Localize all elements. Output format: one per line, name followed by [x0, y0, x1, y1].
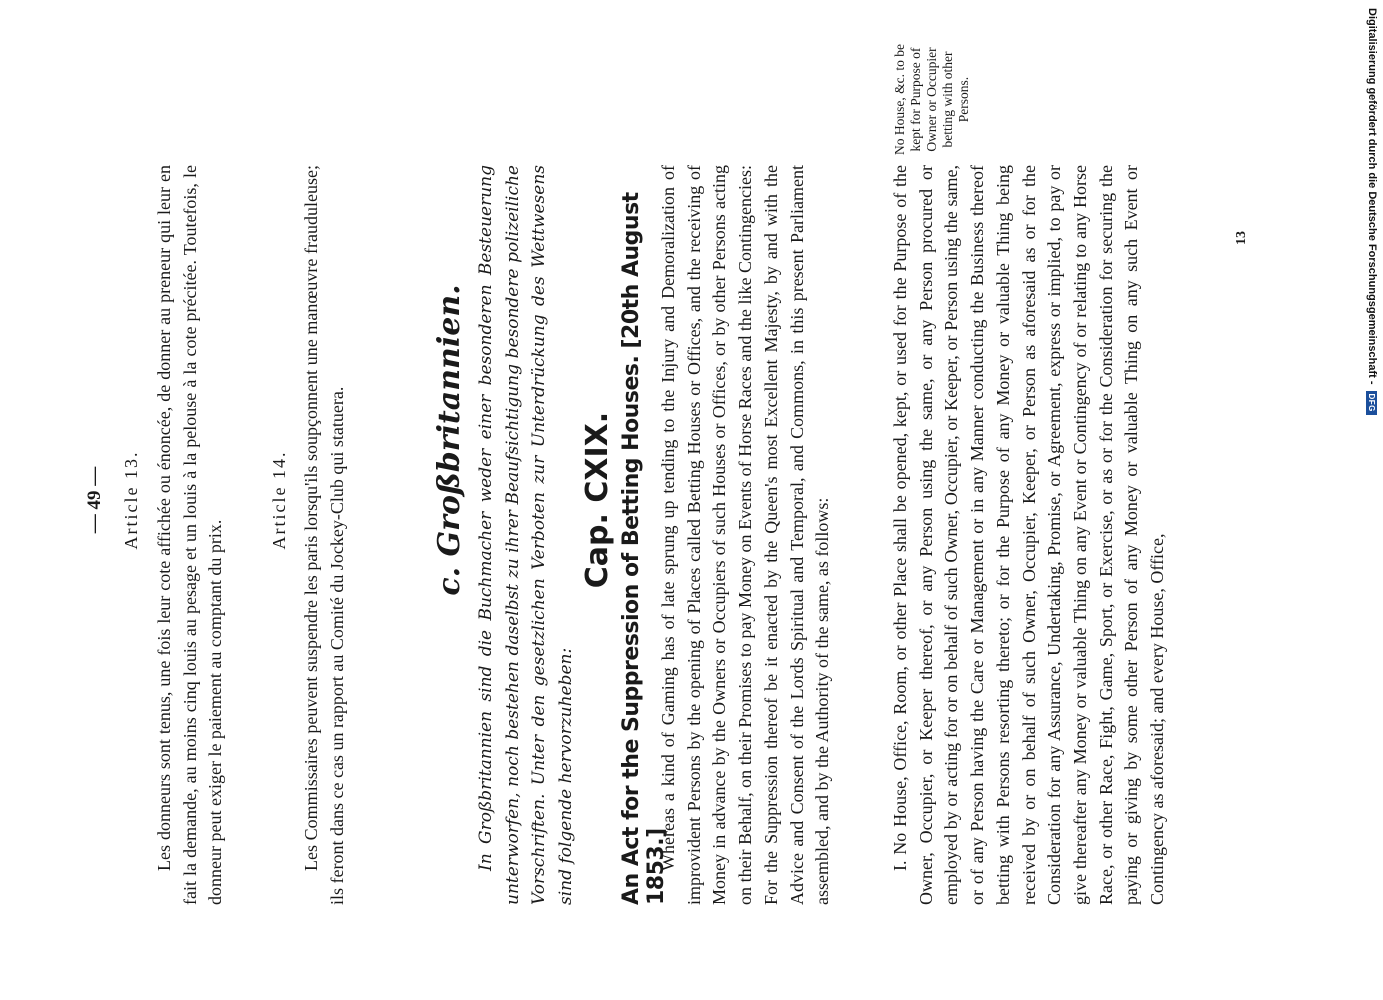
digitization-credit	[1362, 8, 1382, 998]
dfg-logo: DFG	[1367, 391, 1378, 415]
section-intro-paragraph: In Großbritannien sind die Buchmacher weder einer besonderen Besteuerung unterworfen, noch bestehen daselbst zu ihrer Beaufsichtigung besondere polizeiliche Vorschriften. Unter den gesetzlichen Verboten zur Unterdrückung des Wettwesens sind folgende hervorzuheben:	[476, 165, 576, 905]
credit-text: Digitalisierung gefördert durch die Deutsche Forschungsgemeinschaft -	[1366, 8, 1378, 385]
article-13-text	[152, 165, 229, 905]
article-13-paragraph: Les donneurs sont tenus, une fois leur cote affichée ou énoncée, de donner au preneur qui leur en fait la demande, au moins cinq louis au pesage et un louis à la pelouse à la cote précitée. Toutefois, le donneur peut exiger le paiement au comptant du prix.	[154, 165, 226, 905]
article-13-heading: Article 13.	[121, 450, 141, 550]
section-1-paragraph: I. No House, Office, Room, or other Place shall be opened, kept, or used for the Purpose of the Owner, Occupier, or Keeper thereof, or any Person using the same, or any Person procured or employed by or acting for or on behalf of such Owner, Occupier, or Keeper, or Person using the same, or of any Person having the Care or Management or in any Manner conducting the Business thereof betting with Persons resorting thereto; or for the Purpose of any Money or valuable Thing being received by or on behalf of such Owner, Occupier, Keeper, or Person as aforesaid as or for the Consideration for any Assurance, Undertaking, Promise, or Agreement, express or implied, to pay or give thereafter any Money or valuable Thing on any Event or Contingency of or relating to any Horse Race, or other Race, Fight, Game, Sport, or Exercise, or as or for the Consideration for securing the paying or giving by some other Person of any Money or valuable Thing on any such Event or Contingency as aforesaid; and every House, Office,	[890, 165, 1168, 905]
section-intro	[473, 165, 579, 905]
article-14-paragraph: Les Commissaires peuvent suspendre les paris lorsqu'ils soupçonnent une manœuvre frauduleuse; ils feront dans ce cas un rapport au Comité du Jockey-Club qui statuera.	[301, 165, 347, 905]
article-14-heading: Article 14.	[269, 450, 289, 550]
margin-note: No House, &c. to be kept for Purpose of Owner or Occupier betting with other Persons.	[892, 44, 971, 155]
page-number: — 49 —	[84, 466, 105, 534]
preamble-paragraph: Whereas a kind of Gaming has of late sprung up tending to the Injury and Demoralization of improvident Persons by the opening of Places called Betting Houses or Offices, and the receiving of Money in advance by the Owners or Occupiers of such Houses or Offices, or by other Persons acting on their Behalf, on their Promises to pay Money on Events of Horse Races and the like Contingencies: For the Suppression thereof be it enacted by the Queen's most Excellent Majesty, by and with the Advice and Consent of the Lords Spiritual and Temporal, and Commons, in this present Parliament assembled, and by the Authority of the same, as follows:	[658, 165, 833, 905]
footer-number: 13	[1234, 231, 1249, 245]
act-preamble	[656, 165, 836, 905]
act-section-1	[888, 165, 1171, 905]
section-heading: c. Großbritannien.	[432, 284, 467, 596]
act-title: An Act for the Suppression of Betting Houses. [20th August 1853.]	[619, 192, 669, 905]
cap-heading: Cap. CXIX.	[580, 411, 615, 589]
article-14-text	[299, 165, 350, 905]
